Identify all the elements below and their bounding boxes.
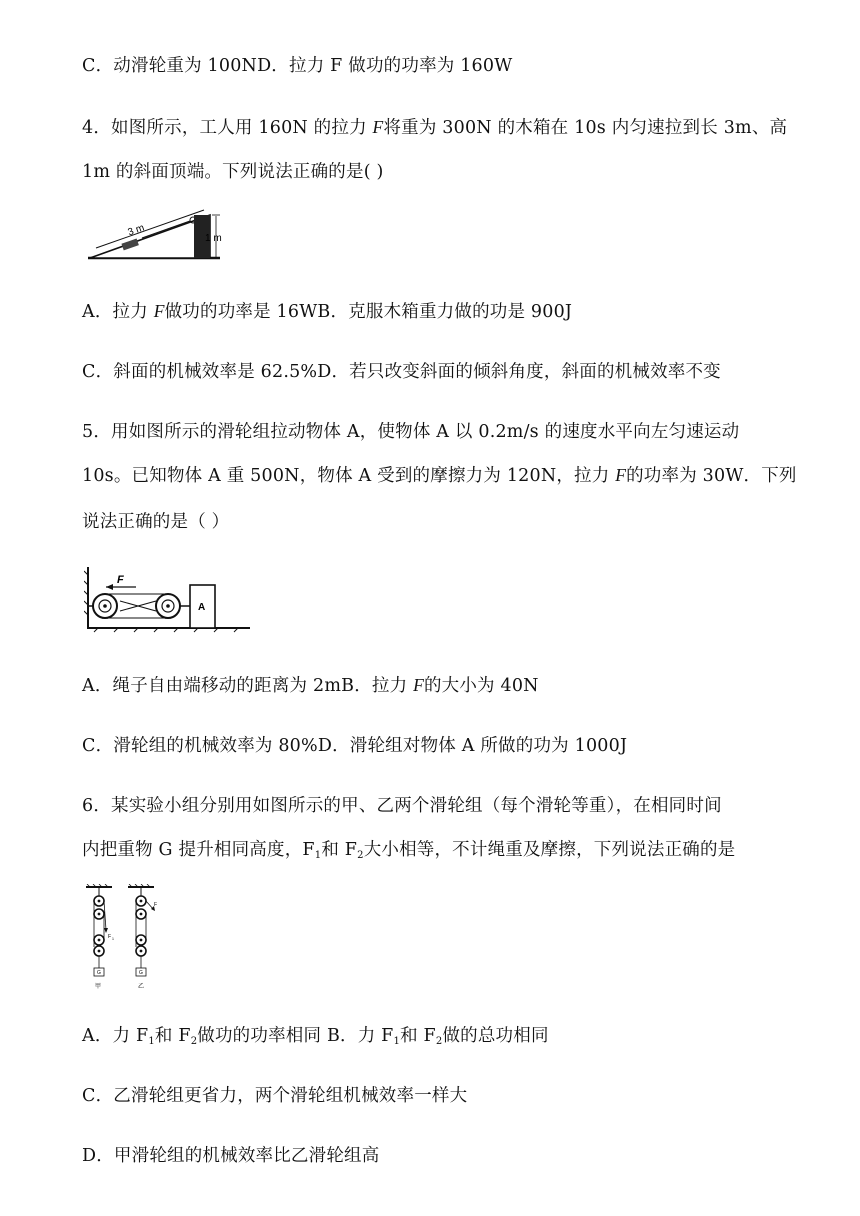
q5-option-force-symbol: F <box>413 675 424 695</box>
q3-option-c: C．动滑轮重为 100ND．拉力 F 做功的功率为 160W <box>82 56 513 76</box>
q6-opt-a-4: 和 F <box>400 1026 436 1046</box>
q6-stem-sub2: 2 <box>357 850 364 861</box>
pulley-force-label: F <box>117 574 124 586</box>
q6-opt-a-3: 做功的功率相同 B．力 F <box>197 1026 394 1046</box>
q6-stem-text-b: 和 F <box>321 840 358 860</box>
incline-figure <box>86 197 226 265</box>
q6-stem-text-c: 大小相等，不计绳重及摩擦，下列说法正确的是 <box>363 840 736 860</box>
q4-option-ab-text-b: 做功的功率是 16WB．克服木箱重力做的功是 900J <box>164 302 573 322</box>
f2-label: F <box>154 902 158 908</box>
q5-stem-text-b: 的功率为 30W．下列 <box>626 466 797 486</box>
q5-stem-line1: 5．用如图所示的滑轮组拉动物体 A，使物体 A 以 0.2m/s 的速度水平向左匀速运动 <box>82 422 740 442</box>
pulley-vertical-figure <box>84 884 174 994</box>
q4-stem-line2: 1m 的斜面顶端。下列说法正确的是( ) <box>82 162 384 182</box>
q5-stem-force-symbol: F <box>615 465 627 485</box>
q4-option-ab-text-a: A．拉力 <box>82 302 154 322</box>
q4-stem-line1 <box>82 114 787 139</box>
q5-stem-text-a: 10s。已知物体 A 重 500N，物体 A 受到的摩擦力为 120N，拉力 <box>82 466 616 486</box>
q6-opt-a-sub2: 2 <box>190 1036 198 1047</box>
incline-length-label: 3 m <box>126 222 146 239</box>
q6-opt-a-1: A．力 F <box>82 1026 149 1046</box>
block-a-label: A <box>198 602 206 613</box>
q5-option-ab-text-b: 的大小为 40N <box>423 676 539 696</box>
q6-option-d: D．甲滑轮组的机械效率比乙滑轮组高 <box>82 1146 380 1166</box>
q5-stem-line2 <box>82 462 797 487</box>
q6-stem-text-a: 内把重物 G 提升相同高度，F <box>82 840 315 860</box>
q6-stem-line1: 6．某实验小组分别用如图所示的甲、乙两个滑轮组（每个滑轮等重），在相同时间 <box>82 796 722 816</box>
q4-option-force-symbol: F <box>153 301 165 321</box>
q6-opt-a-sub4: 2 <box>435 1036 443 1047</box>
f1-label: F <box>108 934 112 940</box>
q6-opt-a-2: 和 F <box>154 1026 191 1046</box>
q5-option-cd: C．滑轮组的机械效率为 80%D．滑轮组对物体 A 所做的功为 1000J <box>82 736 628 756</box>
q5-stem-line3: 说法正确的是（ ） <box>82 512 230 532</box>
weight-g-right: G <box>139 970 143 976</box>
q4-stem-force-symbol: F <box>372 117 384 137</box>
q4-option-ab <box>82 298 572 323</box>
q6-option-ab <box>82 1022 549 1047</box>
q6-option-c: C．乙滑轮组更省力，两个滑轮组机械效率一样大 <box>82 1086 468 1106</box>
incline-height-label: 1 m <box>205 233 222 244</box>
q5-option-ab <box>82 672 539 697</box>
q4-option-cd: C．斜面的机械效率是 62.5%D．若只改变斜面的倾斜角度，斜面的机械效率不变 <box>82 362 721 382</box>
q4-stem-text-a: 4．如图所示，工人用 160N 的拉力 <box>82 118 373 138</box>
q6-opt-a-5: 做的总功相同 <box>442 1026 549 1046</box>
q4-stem-text-b: 将重为 300N 的木箱在 10s 内匀速拉到长 3m、高 <box>383 118 788 138</box>
q5-option-ab-text-a: A．绳子自由端移动的距离为 2mB．拉力 <box>82 676 414 696</box>
label-yi: 乙 <box>138 984 145 990</box>
label-jia: 甲 <box>95 984 102 990</box>
q6-opt-a-sub1: 1 <box>148 1036 155 1047</box>
f1-sub-label: 1 <box>112 937 114 941</box>
q6-opt-a-sub3: 1 <box>393 1036 401 1047</box>
q6-stem-line2 <box>82 836 735 861</box>
weight-g-left: G <box>97 970 101 976</box>
pulley-horizontal-figure <box>84 565 252 633</box>
q6-stem-sub1: 1 <box>314 850 322 861</box>
